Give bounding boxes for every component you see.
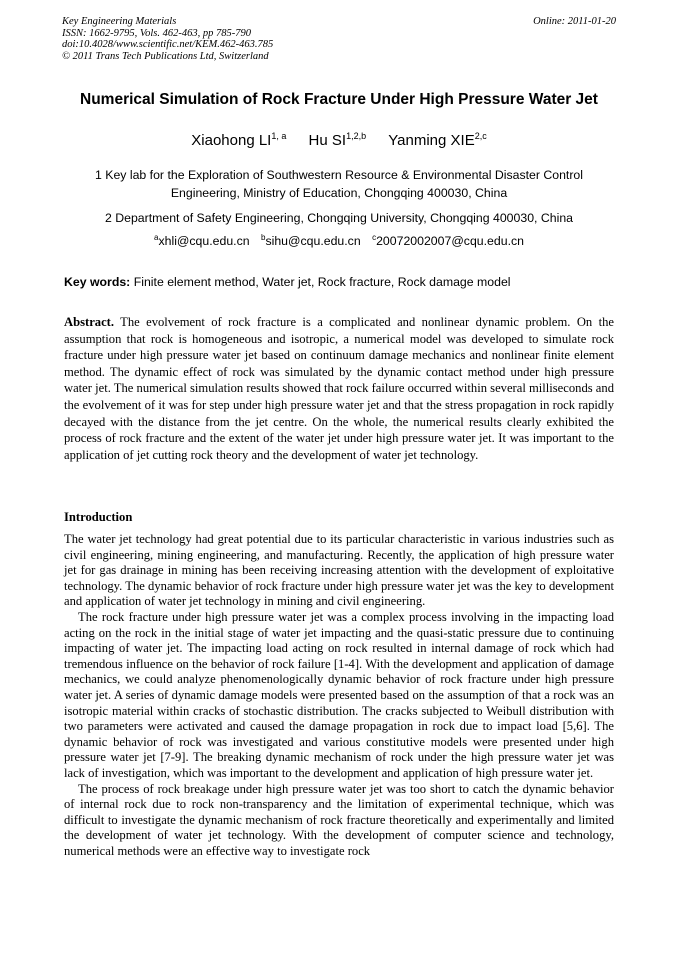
email-marker: b — [261, 233, 266, 242]
email-marker: c — [372, 233, 377, 242]
keywords-label: Key words: — [64, 275, 131, 289]
author-list — [40, 132, 638, 149]
author-3 — [388, 132, 486, 149]
journal-name: Key Engineering Materials — [62, 16, 177, 27]
email-address: sihu@cqu.edu.cn — [265, 234, 361, 248]
doi-line: doi:10.4028/www.scientific.net/KEM.462-463.785 — [62, 39, 274, 50]
email-2 — [261, 234, 361, 248]
issn-line: ISSN: 1662-9795, Vols. 462-463, pp 785-790 — [62, 27, 251, 39]
email-1 — [154, 234, 250, 248]
paragraph: The process of rock breakage under high pressure water jet was too short to catch the dynamic behavior of internal rock due to rock non-transparency and the limitation of experimental technique, which was difficult to investigate the dynamic mechanism of rock fracture theoretically and experimentally and limited the development of water jet technology. With the development of computer science and technology, numerical methods were an effective way to investigate rock — [64, 781, 614, 858]
paragraph: The rock fracture under high pressure water jet was a complex process involving in the impacting load acting on the rock in the initial stage of water jet impacting and the quasi-static pressure due to continuing impacting of water jet. The impacting load acting on rock resulted in internal damage of rock which had tremendous influence on the behavior of rock failure [1-4]. With the development and application of damage mechanics, we could analyze phenomenologically dynamic behavior of rock fracture under high pressure water jet. A series of dynamic damage models were presented based on the assumption of that a rock was an isotropic material within cracks of stochastic distribution. The cracks subjected to Weibull distribution with two parameters were activated and caused the damage propagation in rock due to impact load [5,6]. The dynamic behavior of rock was investigated and various constitutive models were presented under high pressure water jet [7-9]. The breaking dynamic mechanism of rock under the high pressure water jet was lack of investigation, which was important to the development and application of high pressure water jet. — [64, 609, 614, 780]
keywords — [64, 275, 618, 289]
author-2 — [309, 132, 367, 149]
author-affiliation-marker: 1,2,b — [346, 131, 367, 141]
copyright-line: © 2011 Trans Tech Publications Ltd, Switzerland — [62, 50, 269, 62]
online-date: Online: 2011-01-20 — [533, 16, 616, 27]
email-marker: a — [154, 233, 159, 242]
email-3 — [372, 234, 524, 248]
email-address: xhli@cqu.edu.cn — [158, 234, 250, 248]
email-address: 20072002007@cqu.edu.cn — [376, 234, 524, 248]
journal-header — [62, 16, 616, 62]
author-name: Hu SI — [308, 132, 347, 149]
author-1 — [191, 132, 286, 149]
introduction-heading: Introduction — [64, 510, 133, 524]
author-affiliation-marker: 2,c — [474, 131, 487, 141]
author-affiliation-marker: 1, a — [271, 131, 287, 141]
abstract-label: Abstract. — [64, 315, 115, 329]
paper-title: Numerical Simulation of Rock Fracture Under High Pressure Water Jet — [80, 91, 598, 108]
abstract-text: The evolvement of rock fracture is a complicated and nonlinear dynamic problem. On the assumption that rock is homogeneous and isotropic, a numerical model was developed to simulate rock fracture under high pressure water jet based on continuum damage mechanics and nonlinear finite element method. The dynamic effect of rock was simulated by the dynamic contact method under high pressure water jet. The numerical simulation results showed that rock failure occurred within several milliseconds and the evolvement of it was for step under high pressure water jet and that the stress propagation in rock rapidly decayed with the distance from the jet centre. On the whole, the numerical results clearly exhibited the process of rock fracture and the extent of the water jet under high pressure water jet. It was important to the application of jet cutting rock theory and the development of water jet technology. — [64, 315, 614, 462]
author-name: Yanming XIE — [388, 132, 475, 149]
affiliation-1-line-2: Engineering, Ministry of Education, Chongqing 400030, China — [170, 186, 508, 200]
email-list — [40, 234, 638, 248]
affiliation-1-line-1: 1 Key lab for the Exploration of Southwestern Resource & Environmental Disaster Control — [94, 168, 584, 182]
author-name: Xiaohong LI — [191, 132, 272, 149]
affiliation-1 — [40, 166, 638, 202]
keywords-text: Finite element method, Water jet, Rock fracture, Rock damage model — [130, 275, 511, 289]
paragraph: The water jet technology had great potential due to its particular characteristic in various industries such as civil engineering, mining engineering, and manufacturing. Recently, the application of high pressure water jet for gas drainage in mining has been receiving increasing attention with the development of exploitative technology. The dynamic behavior of rock fracture under high pressure water jet was the key to development and application of water jet technology in mining and civil engineering. — [64, 532, 614, 609]
introduction-body — [64, 532, 614, 859]
abstract — [64, 314, 614, 463]
affiliation-2: 2 Department of Safety Engineering, Chongqing University, Chongqing 400030, China — [104, 211, 574, 225]
